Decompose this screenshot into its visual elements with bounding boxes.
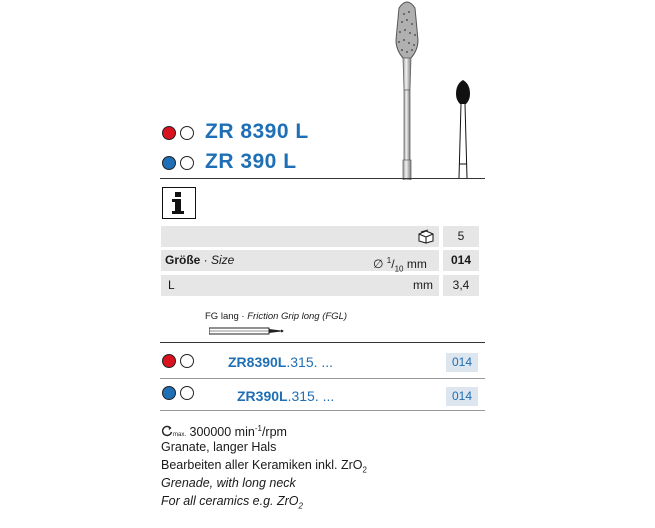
divider [160,178,485,179]
package-row [161,226,439,247]
divider [160,342,485,343]
shank-label-en: Friction Grip long (FGL) [247,311,348,322]
length-unit: mm [413,278,433,292]
length-value: 3,4 [443,275,479,296]
length-label: L [168,278,175,292]
size-label-en: Size [211,253,235,267]
blue-ring-dot [162,386,176,400]
red-ring-dot [162,126,176,140]
info-icon[interactable] [162,187,196,219]
shank-label-de: FG lang [205,311,239,322]
rotation-icon [161,425,173,437]
product-title-1: ZR 8390 L [205,120,309,143]
size-value: 014 [443,250,479,271]
red-ring-dot [162,354,176,368]
size-label: Größe [165,253,201,267]
bur-illustration [378,0,438,180]
frac-num: 1 [386,256,392,265]
order-code-2-suffix: .315. ... [287,388,335,404]
white-ring-dot [180,126,194,140]
shank-label [205,311,347,322]
order-code-1-suffix: .315. ... [286,354,334,370]
rpm-exp: -1 [254,424,262,433]
description-de-2-text: Bearbeiten aller Keramiken inkl. ZrO [161,458,363,472]
product-title-2: ZR 390 L [205,150,297,173]
blue-ring-dot [162,156,176,170]
rpm-unit: /rpm [261,425,287,440]
shank-icon [209,326,287,336]
size-unit: ∅ $^1/_{10}$ mm [373,256,427,274]
order-size-2: 014 [446,387,478,406]
description-en-1: Grenade, with long neck [161,476,296,490]
description-de-1: Granate, langer Hals [161,440,277,454]
order-code-1-main: ZR8390L [228,354,287,370]
shank-sep: · [238,311,248,322]
size-mm: mm [406,257,427,271]
size-label-sep: · [200,253,212,267]
divider [160,378,485,379]
rpm-value: 300000 min [189,425,255,440]
order-code-2[interactable] [237,388,334,404]
package-box-icon [417,229,435,244]
diameter-symbol: ∅ [373,257,384,271]
description-en-2 [161,492,303,516]
description-de-2-sub: 2 [362,465,367,475]
size-row [161,250,439,274]
order-size-1: 014 [446,353,478,372]
description-en-2-text: For all ceramics e.g. ZrO [161,494,299,508]
white-ring-dot [180,354,194,368]
bur-silhouette-icon [450,78,476,178]
order-code-2-main: ZR390L [237,388,288,404]
white-ring-dot [180,386,194,400]
description-en-2-sub: 2 [298,501,303,511]
order-code-1[interactable] [228,354,333,370]
package-quantity: 5 [443,226,479,247]
frac-den: 10 [394,264,404,274]
divider [160,410,485,411]
rpm-max-label: max. [173,432,187,439]
white-ring-dot [180,156,194,170]
length-row [161,275,439,296]
